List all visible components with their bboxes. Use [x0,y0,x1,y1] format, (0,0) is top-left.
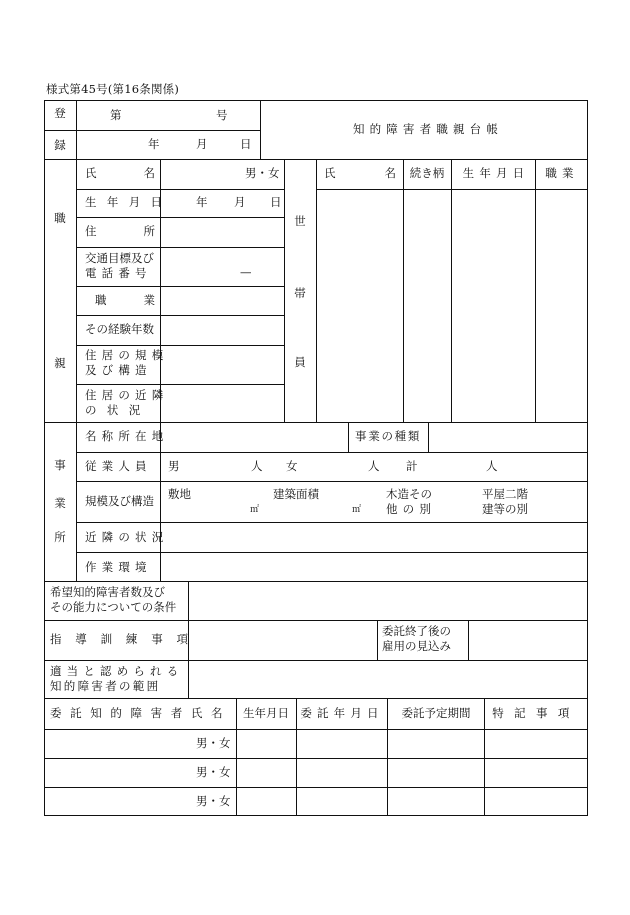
training-label: 指導訓練事項 [50,632,202,646]
suitable-label-1: 適当と認められる [50,664,184,678]
office-person-3: 人 [486,459,498,473]
household-side-2: 帯 [294,286,306,300]
register-date-day: 日 [240,137,252,151]
office-twostory-2: 建等の別 [482,502,528,516]
parent-job-label: 職 業 [95,293,155,307]
office-employees-label: 従業人員 [85,459,152,473]
parent-transport-label-1: 交通目標及び [85,251,154,265]
register-number-prefix: 第 [110,108,122,122]
office-sqm-1: ㎡ [250,505,260,515]
office-wooden-1: 木造その [386,487,432,501]
office-person-2: 人 [368,459,380,473]
parent-phone-dash: — [240,265,252,279]
office-side-1: 事 [54,458,66,472]
desired-label-1: 希望知的障害者数及び [50,585,165,599]
register-side-top: 登 [54,106,66,120]
parent-birth-label: 生年月日 [85,195,173,209]
household-col-relation: 続き柄 [409,166,445,180]
household-side-3: 員 [294,355,306,369]
entrusted-col-name: 委託知的障害者氏名 [50,706,232,720]
entrusted-col-period: 委託予定期間 [401,706,471,720]
office-business-type-label: 事業の種類 [355,429,422,443]
parent-birth-year: 年 [196,195,208,209]
parent-birth-day: 日 [270,195,282,209]
office-female: 女 [286,459,298,473]
register-date-year: 年 [148,137,160,151]
office-twostory-1: 平屋二階 [482,487,528,501]
parent-neighbor-label-1: 住居の近隣 [85,388,169,402]
entrusted-col-date: 委託年月日 [300,706,384,720]
register-date-month: 月 [196,137,208,151]
register-number-suffix: 号 [216,108,228,122]
form-heading: 様式第45号(第16条関係) [46,82,180,96]
household-col-job: 職業 [545,166,579,180]
entrusted-row-gender: 男・女 [196,765,231,779]
office-work-env-label: 作業環境 [85,560,152,574]
office-building-area: 建築面積 [273,487,319,501]
office-name-location-label: 名称所在地 [85,429,169,443]
office-side-2: 業 [54,496,66,510]
register-side-bottom: 録 [54,138,66,152]
parent-experience-label: その経験年数 [85,322,154,336]
entrusted-row-gender: 男・女 [196,736,231,750]
office-total: 計 [406,459,418,473]
entrusted-row-gender: 男・女 [196,794,231,808]
office-male: 男 [168,459,180,473]
parent-address-label: 住 所 [85,224,155,238]
household-col-name: 氏 名 [324,166,396,180]
employment-label-2: 雇用の見込み [382,639,451,653]
office-scale-label: 規模及び構造 [85,494,154,508]
parent-side-bottom: 親 [54,356,66,370]
office-neighborhood-label: 近隣の状況 [85,530,169,544]
parent-house-label-2: 及び構造 [85,363,152,377]
household-col-birth: 生年月日 [462,166,530,180]
parent-birth-month: 月 [234,195,246,209]
parent-neighbor-label-2: の状況 [85,403,151,417]
office-side-3: 所 [54,530,66,544]
desired-label-2: その能力についての条件 [50,600,177,614]
employment-label-1: 委託終了後の [382,624,451,638]
office-person-1: 人 [251,459,263,473]
entrusted-col-notes: 特記事項 [492,706,580,720]
parent-name-label: 氏 名 [85,166,155,180]
office-site: 敷地 [168,487,191,501]
parent-gender: 男・女 [245,166,280,180]
office-sqm-2: ㎡ [352,505,362,515]
household-side-1: 世 [294,214,306,228]
entrusted-col-birth: 生年月日 [243,706,289,720]
suitable-label-2: 知的障害者の範囲 [50,679,161,693]
form-title: 知的障害者職親台帳 [352,122,504,136]
registry-form [44,100,588,816]
office-wooden-2: 他の別 [386,502,437,516]
parent-side-top: 職 [54,211,66,225]
parent-house-label-1: 住居の規模 [85,348,169,362]
parent-transport-label-2: 電話番号 [85,266,152,280]
